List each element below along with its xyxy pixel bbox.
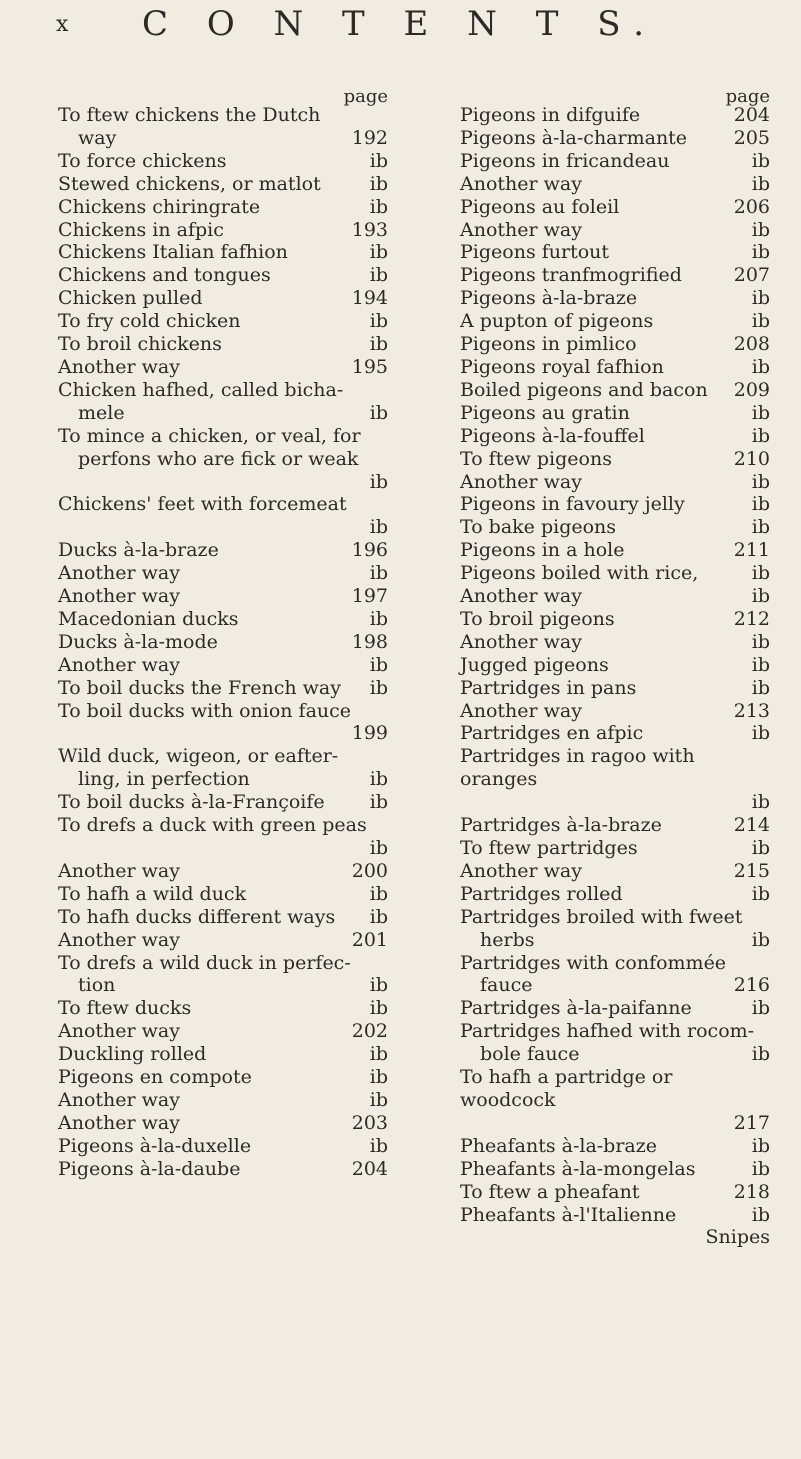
entry-page-number: ib: [751, 1134, 770, 1157]
contents-entry: [460, 356, 770, 379]
contents-entry: [58, 356, 388, 379]
entry-page-number: ib: [369, 607, 388, 630]
entry-page-number: ib: [751, 1203, 770, 1226]
entry-title: Chickens Italian fafhion: [58, 241, 288, 264]
entry-title: Partridges in pans: [460, 676, 637, 699]
entry-title: Pigeons à-la-duxelle: [58, 1134, 252, 1157]
page-header: [0, 4, 801, 44]
entry-page-number: 205: [733, 126, 770, 149]
entry-page-number: 204: [733, 104, 770, 126]
entry-page-number: ib: [751, 516, 770, 539]
contents-entry: [460, 608, 770, 631]
contents-entry: [460, 631, 770, 654]
entry-title: Another way: [58, 1020, 180, 1043]
entry-title: To broil pigeons: [460, 607, 615, 630]
entry-title: Partridges rolled: [460, 882, 623, 905]
contents-entry: [58, 585, 388, 608]
entry-page-number: ib: [751, 653, 770, 676]
entry-title: Chicken pulled: [58, 287, 203, 310]
contents-entry: [460, 1181, 770, 1204]
entry-title-continued: fauce: [480, 974, 533, 997]
entry-page-number: 194: [351, 287, 388, 310]
entry-page-number: 207: [733, 264, 770, 287]
entry-title: Another way: [460, 172, 582, 195]
entry-title: Partridges broiled with fweet: [460, 905, 743, 928]
entry-title: Macedonian ducks: [58, 607, 239, 630]
contents-entry: [460, 814, 770, 837]
contents-entry: [460, 264, 770, 287]
entry-title: Pigeons à-la-fouffel: [460, 424, 645, 447]
entry-title: Pheafants à-la-mongelas: [460, 1157, 696, 1180]
entry-title: To drefs a duck with green peas: [58, 814, 367, 837]
entry-title: A pupton of pigeons: [460, 310, 654, 333]
entry-page-number: 216: [733, 974, 770, 997]
entry-title: Pigeons boiled with rice,: [460, 562, 699, 585]
entry-page-number: ib: [751, 241, 770, 264]
page-number-roman: x: [56, 12, 71, 37]
entry-title: Pigeons en compote: [58, 1066, 252, 1089]
entry-title: Stewed chickens, or matlot: [58, 172, 321, 195]
contents-entry: [58, 1158, 388, 1181]
entry-title: Pheafants à-la-braze: [460, 1134, 658, 1157]
contents-entry: [58, 562, 388, 585]
entry-title: Pigeons in a hole: [460, 539, 625, 562]
contents-entry: [58, 654, 388, 677]
entry-title-continued: perfons who are fick or weak: [78, 447, 359, 470]
entry-title: Another way: [58, 355, 180, 378]
contents-entry: [58, 906, 388, 929]
entry-title: Another way: [58, 859, 180, 882]
contents-entry: [460, 539, 770, 562]
contents-entry: [460, 1135, 770, 1158]
entry-page-number: ib: [369, 997, 388, 1020]
entry-title: To hafh ducks different ways: [58, 905, 336, 928]
entry-page-number: 215: [733, 859, 770, 882]
entry-page-number: ib: [751, 493, 770, 516]
entry-title: Partridges in ragoo with oranges: [460, 745, 695, 791]
entry-title: To broil chickens: [58, 333, 222, 356]
entry-page-number: 204: [351, 1157, 388, 1180]
entry-page-number: ib: [369, 676, 388, 699]
entry-page-number: 203: [351, 1111, 388, 1134]
entry-page-number: ib: [369, 264, 388, 287]
entry-page-number: ib: [751, 791, 770, 814]
contents-entry: [58, 150, 388, 173]
contents-entry: [58, 791, 388, 814]
entry-page-number: ib: [751, 218, 770, 241]
contents-entry: [460, 379, 770, 402]
entry-page-number: ib: [369, 516, 388, 539]
contents-entry: [58, 1112, 388, 1135]
entry-title: To bake pigeons: [460, 516, 617, 539]
entry-page-number: 217: [733, 1111, 770, 1134]
contents-entry: [460, 425, 770, 448]
entry-page-number: 192: [351, 126, 388, 149]
contents-entry: [460, 1158, 770, 1181]
entry-title: To hafh a wild duck: [58, 882, 247, 905]
contents-entry: [58, 700, 388, 746]
page-column-label: page: [343, 86, 388, 107]
entry-title: To ftew pigeons: [460, 447, 612, 470]
contents-entry: [58, 883, 388, 906]
entry-title: Duckling rolled: [58, 1043, 207, 1066]
contents-entry: [58, 1020, 388, 1043]
entry-page-number: 200: [351, 859, 388, 882]
contents-entry: [58, 1089, 388, 1112]
entry-title: Another way: [460, 699, 582, 722]
contents-entry: [460, 196, 770, 219]
contents-entry: [460, 448, 770, 471]
entry-title: Another way: [58, 585, 180, 608]
entry-page-number: ib: [369, 1066, 388, 1089]
contents-column-left: [58, 86, 388, 1181]
contents-entry: [58, 379, 388, 425]
entry-title: Another way: [460, 585, 582, 608]
contents-entry: [58, 104, 388, 150]
entry-title: Pigeons furtout: [460, 241, 610, 264]
contents-entry: [460, 287, 770, 310]
contents-entry: [460, 745, 770, 814]
entry-title: Pigeons in fricandeau: [460, 149, 670, 172]
entry-title: Another way: [58, 1088, 180, 1111]
entry-title: Partridges en afpic: [460, 722, 644, 745]
contents-entry: [58, 196, 388, 219]
entry-page-number: ib: [369, 172, 388, 195]
entry-title: To ftew a pheafant: [460, 1180, 640, 1203]
contents-entry: [460, 562, 770, 585]
entry-title: Another way: [460, 859, 582, 882]
entry-title: Pigeons à-la-charmante: [460, 126, 688, 149]
entry-page-number: ib: [369, 195, 388, 218]
entry-title: Pigeons in favoury jelly: [460, 493, 685, 516]
entry-page-number: 210: [733, 447, 770, 470]
entry-page-number: ib: [751, 837, 770, 859]
contents-entry: [58, 219, 388, 242]
entry-title: Boiled pigeons and bacon: [460, 378, 708, 401]
entry-title: Chicken hafhed, called bicha-: [58, 378, 344, 401]
entry-title: Another way: [460, 470, 582, 493]
contents-entry: [58, 1066, 388, 1089]
entry-title: Partridges with confommée: [460, 951, 727, 974]
contents-entry: [460, 906, 770, 952]
contents-entry: [58, 287, 388, 310]
contents-entry: [460, 516, 770, 539]
entry-title: Pigeons in pimlico: [460, 333, 637, 356]
entry-page-number: ib: [369, 401, 388, 424]
entry-title: Pigeons royal fafhion: [460, 355, 664, 378]
entry-page-number: ib: [751, 401, 770, 424]
contents-entry: [58, 539, 388, 562]
contents-entry: [460, 722, 770, 745]
contents-entry: [460, 860, 770, 883]
contents-entry: [460, 952, 770, 998]
entry-page-number: 202: [351, 1020, 388, 1043]
contents-entry: [460, 219, 770, 242]
entry-page-number: ib: [369, 1043, 388, 1066]
entry-title: Pigeons à-la-braze: [460, 287, 638, 310]
entry-page-number: ib: [751, 676, 770, 699]
entry-page-number: 213: [733, 699, 770, 722]
entry-page-number: 201: [351, 928, 388, 951]
contents-entry: [460, 402, 770, 425]
entry-title: Ducks à-la-braze: [58, 539, 219, 562]
entry-title: Wild duck, wigeon, or eafter-: [58, 745, 339, 768]
entry-title: Another way: [58, 562, 180, 585]
entry-title: Partridges à-la-braze: [460, 814, 662, 837]
entry-title: Another way: [460, 218, 582, 241]
contents-entry: [460, 471, 770, 494]
contents-entry: [58, 929, 388, 952]
contents-entry: [58, 952, 388, 998]
entry-page-number: ib: [369, 791, 388, 814]
contents-entry: [58, 310, 388, 333]
entry-page-number: ib: [751, 997, 770, 1020]
entry-title: To drefs a wild duck in perfec-: [58, 951, 351, 974]
entry-title-continued: mele: [78, 401, 125, 424]
entry-page-number: ib: [751, 1043, 770, 1066]
entry-title: Partridges à-la-paifanne: [460, 997, 692, 1020]
page-column-label: page: [725, 86, 770, 107]
contents-entry: [460, 127, 770, 150]
entry-page-number: ib: [751, 722, 770, 745]
contents-entry: [58, 860, 388, 883]
contents-entry: [460, 310, 770, 333]
contents-entry: [58, 1043, 388, 1066]
entry-page-number: ib: [751, 1157, 770, 1180]
entry-page-number: ib: [751, 149, 770, 172]
entry-title: Chickens and tongues: [58, 264, 271, 287]
entry-title: Pigeons à-la-daube: [58, 1157, 241, 1180]
entry-title: To boil ducks à-la-Françoife: [58, 791, 325, 814]
entry-page-number: 208: [733, 333, 770, 356]
contents-entry: [58, 425, 388, 494]
entry-page-number: 199: [351, 722, 388, 745]
entry-page-number: ib: [751, 355, 770, 378]
entry-page-number: 193: [351, 218, 388, 241]
contents-entry: [460, 997, 770, 1020]
contents-entry: [58, 173, 388, 196]
contents-entry: [460, 104, 770, 127]
entry-page-number: 196: [351, 539, 388, 562]
entry-page-number: ib: [369, 333, 388, 356]
contents-entry: [460, 241, 770, 264]
entry-page-number: ib: [369, 974, 388, 997]
entry-page-number: ib: [751, 928, 770, 951]
entry-page-number: ib: [751, 562, 770, 585]
entry-page-number: ib: [369, 470, 388, 493]
entry-title: To force chickens: [58, 149, 227, 172]
entry-title: To boil ducks the French way: [58, 676, 341, 699]
entry-title: Chickens chiringrate: [58, 195, 261, 218]
entry-page-number: 209: [733, 378, 770, 401]
entry-title: Another way: [58, 928, 180, 951]
contents-column-right: [460, 86, 770, 1249]
entry-page-number: ib: [369, 241, 388, 264]
contents-entry: [58, 241, 388, 264]
entry-page-number: ib: [369, 149, 388, 172]
entry-title: Ducks à-la-mode: [58, 630, 218, 653]
entry-title: Chickens' feet with forcemeat: [58, 493, 347, 516]
entry-title: To hafh a partridge or woodcock: [460, 1066, 673, 1111]
entry-page-number: ib: [751, 882, 770, 905]
contents-entry: [58, 264, 388, 287]
entry-page-number: ib: [369, 768, 388, 791]
contents-entry: [460, 173, 770, 196]
entry-title: Pigeons au foleil: [460, 195, 620, 218]
contents-entry: [460, 700, 770, 723]
entry-title-continued: tion: [78, 974, 116, 997]
entry-title: To fry cold chicken: [58, 310, 241, 333]
entry-page-number: ib: [751, 310, 770, 333]
entry-title: Another way: [58, 1111, 180, 1134]
entry-title: Pheafants à-l'Italienne: [460, 1203, 677, 1226]
contents-entry: [460, 1020, 770, 1066]
contents-entry: [460, 150, 770, 173]
entry-title: To boil ducks with onion fauce: [58, 699, 352, 722]
contents-entry: [460, 654, 770, 677]
entry-page-number: ib: [369, 1134, 388, 1157]
entry-page-number: ib: [369, 653, 388, 676]
entry-page-number: 214: [733, 814, 770, 837]
entry-page-number: 218: [733, 1180, 770, 1203]
entry-page-number: ib: [369, 882, 388, 905]
entry-page-number: ib: [751, 172, 770, 195]
contents-entry: [460, 1066, 770, 1135]
entry-title: To ftew partridges: [460, 837, 638, 859]
page-title: C O N T E N T S.: [142, 4, 659, 44]
entry-page-number: ib: [751, 630, 770, 653]
entry-page-number: ib: [751, 470, 770, 493]
contents-entry: [58, 608, 388, 631]
contents-entry: [58, 814, 388, 860]
entry-page-number: ib: [369, 905, 388, 928]
entry-title: Pigeons tranfmogrified: [460, 264, 682, 287]
entry-page-number: 198: [351, 630, 388, 653]
contents-entry: [58, 631, 388, 654]
catchword: Snipes: [705, 1226, 770, 1249]
contents-entry: [460, 837, 770, 860]
entry-page-number: ib: [751, 287, 770, 310]
contents-entry: [58, 745, 388, 791]
entry-title: To ftew chickens the Dutch: [58, 104, 321, 126]
contents-entry: [58, 997, 388, 1020]
entry-page-number: 211: [733, 539, 770, 562]
entry-page-number: 195: [351, 355, 388, 378]
contents-entry: [58, 493, 388, 539]
entry-page-number: ib: [369, 310, 388, 333]
entry-title: Partridges hafhed with rocom-: [460, 1020, 755, 1043]
contents-entry: [58, 1135, 388, 1158]
contents-entry: [460, 1204, 770, 1227]
contents-entry: [460, 677, 770, 700]
entry-title: Chickens in afpic: [58, 218, 224, 241]
entry-title-continued: ling, in perfection: [78, 768, 250, 791]
entry-title-continued: way: [78, 126, 117, 149]
entry-title: Jugged pigeons: [460, 653, 609, 676]
contents-entry: [58, 677, 388, 700]
contents-entry: [58, 333, 388, 356]
entry-page-number: 206: [733, 195, 770, 218]
entry-page-number: ib: [369, 1088, 388, 1111]
contents-entry: [460, 585, 770, 608]
entry-page-number: ib: [751, 585, 770, 608]
entry-title: Pigeons au gratin: [460, 401, 630, 424]
entry-page-number: 212: [733, 607, 770, 630]
entry-title: To ftew ducks: [58, 997, 192, 1020]
entry-title: Another way: [58, 653, 180, 676]
entry-title-continued: herbs: [480, 928, 535, 951]
entry-page-number: ib: [751, 424, 770, 447]
contents-entry: [460, 493, 770, 516]
entry-page-number: ib: [369, 562, 388, 585]
entry-page-number: 197: [351, 585, 388, 608]
entry-page-number: ib: [369, 837, 388, 859]
contents-entry: [460, 883, 770, 906]
entry-title-continued: bole fauce: [480, 1043, 580, 1066]
entry-title: Another way: [460, 630, 582, 653]
contents-entry: [460, 333, 770, 356]
entry-title: To mince a chicken, or veal, for: [58, 424, 361, 447]
entry-title: Pigeons in difguife: [460, 104, 641, 126]
